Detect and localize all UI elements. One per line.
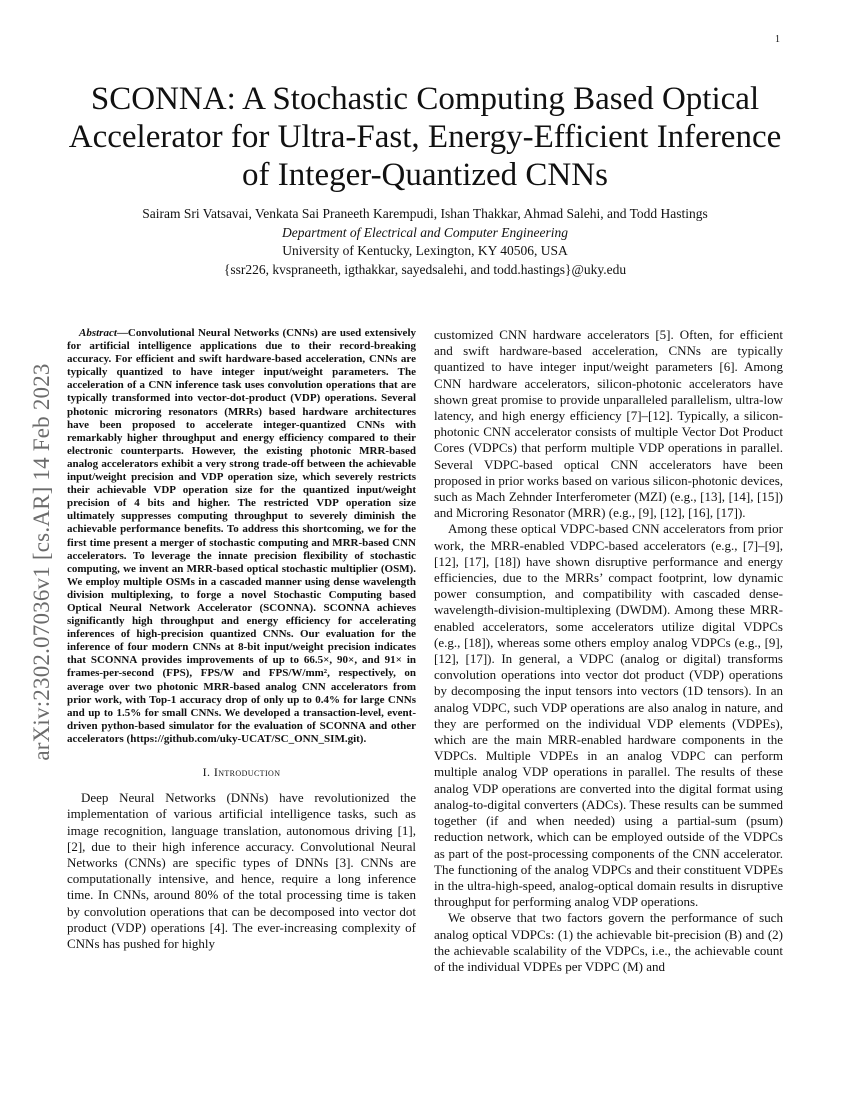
paper-title: SCONNA: A Stochastic Computing Based Optical Accelerator for Ultra-Fast, Energy-Efficient Inference of Integer-Quantized CNNs — [68, 81, 782, 193]
department: Department of Electrical and Computer Engineering — [281, 224, 569, 240]
author-names: Sairam Sri Vatsavai, Venkata Sai Praneeth Karempudi, Ishan Thakkar, Ahmad Salehi, and Todd Hastings — [142, 206, 708, 221]
left-column — [67, 327, 416, 952]
author-emails[interactable]: {ssr226, kvspraneeth, igthakkar, sayedsalehi, and todd.hastings}@uky.edu — [223, 261, 627, 277]
university: University of Kentucky, Lexington, KY 40506, USA — [282, 243, 568, 258]
page-number: 1 — [775, 34, 780, 45]
section-heading-introduction — [67, 764, 416, 780]
abstract-text: —Convolutional Neural Networks (CNNs) are used extensively for artificial intelligence applications due to their record-breaking accuracy. For efficient and swift hardware-based acceleration, CNNs are typically quantized to have integer input/weight parameters. The acceleration of a CNN inference task uses convolution operations that are typically transformed into vector-dot-product (VDP) operations. Several photonic microring resonators (MRRs) based hardware architectures have been proposed to accelerate integer-quantized CNNs with remarkably higher throughput and energy efficiency compared to their electronic counterparts. However, the existing photonic MRR-based analog accelerators exhibit a very strong trade-off between the achievable input/weight precision and VDP operation size, which severely restricts their achievable VDP operation size for the quantized input/weight precision of 4 bits and higher. The restricted VDP operation size ultimately suppresses computing throughput to severely diminish the achievable performance benefits. To address this shortcoming, we for the first time present a merger of stochastic computing and MRR-based CNN accelerators. To leverage the innate precision flexibility of stochastic computing, we invent an MRR-based optical stochastic multiplier (OSM). We employ multiple OSMs in a cascaded manner using dense wavelength division multiplexing, to forge a novel Stochastic Computing based Optical Neural Network Accelerator (SCONNA). SCONNA achieves significantly high throughput and energy efficiency for accelerating inferences of high-precision quantized CNNs. Our evaluation for the inference of four modern CNNs at 8-bit input/weight precision indicates that SCONNA provides improvements of up to 66.5×, 90×, and 91× in frames-per-second (FPS), FPS/W and FPS/W/mm², respectively, on average over two photonic MRR-based analog CNN accelerators from prior work, with Top-1 accuracy drop of only up to 0.4% for large CNNs and up to 1.5% for small CNNs. We developed a transaction-level, event-driven python-based simulator for the evaluation of SCONNA and other accelerators (https://github.com/uky-UCAT/SC_ONN_SIM.git). — [67, 327, 416, 745]
intro-paragraph-2: Among these optical VDPC-based CNN accelerators from prior work, the MRR-enabled VDPC-based accelerators (e.g., [7]–[9], [12], [17], [18]) have shown disruptive performance and energy efficiencies, due to the MRRs’ compact footprint, low dynamic power consumption, and compatibility with cascaded dense-wavelength-division-multiplexing (DWDM). Among these MRR-enabled accelerators, some accelerators utilize digital VDPCs (e.g., [18]), whereas some others employ analog VDPCs (e.g., [9], [12], [17]). In general, a VDPC (analog or digital) transforms convolution operations into vector dot product (VDP) operations by decomposing the input tensors into vectors (1D tensors). In an analog VDPC, such VDP operations are also analog in nature, and they are performed on the individual VDP elements (VDPEs), which are the main MRR-enabled hardware components in the VDPCs. Multiple VDPEs in an analog VDPC can perform multiple analog VDP operations in parallel. The results of these analog VDP operations are converted into the digital format using analog-to-digital converters (ADCs). These results can be summed together (if and when needed) using a partial-sum (psum) reduction network, which can be employed outside of the VDPCs as part of the post-processing components of the CNN accelerator. The functioning of the analog VDPCs and their constituent VDPEs in the ultra-high-speed, analog-optical domain results in disruptive throughput for performing analog VDP operations. — [434, 521, 783, 910]
intro-paragraph-3: We observe that two factors govern the performance of such analog optical VDPCs: (1) the achievable bit-precision (B) and (2) the achievable scalability of the VDPCs, i.e., the achievable count of the individual VDPEs per VDPC (M) and — [434, 910, 783, 974]
arxiv-sidebar — [8, 296, 76, 828]
intro-paragraph-1: Deep Neural Networks (DNNs) have revolutionized the implementation of various artificial intelligence tasks, such as image recognition, language translation, autonomous driving [1], [2], due to their high inference accuracy. Convolutional Neural Networks (CNNs) are specific types of DNNs [3]. CNNs are computationally intensive, and hence, require a long inference time. In CNNs, around 80% of the total processing time is taken by convolution operations that can be decomposed into vector dot product (VDP) operations [4]. The ever-increasing complexity of CNNs has pushed for highly — [67, 790, 416, 952]
arxiv-identifier[interactable]: arXiv:2302.07036v1 [cs.AR] 14 Feb 2023 — [29, 363, 54, 761]
abstract-label: Abstract — [79, 327, 117, 339]
section-title: Introduction — [213, 765, 281, 779]
right-column — [434, 327, 783, 975]
abstract — [67, 327, 416, 746]
author-block — [60, 205, 790, 279]
section-number: I. — [202, 765, 211, 779]
intro-paragraph-continued: customized CNN hardware accelerators [5]. Often, for efficient and swift hardware-based acceleration, CNNs are typically quantized to have integer input/weight parameters [6]. Among CNN hardware accelerators, silicon-photonic accelerators have shown great promise to provide unparalleled parallelism, ultra-low latency, and high energy efficiency [7]–[12]. Typically, a silicon-photonic CNN accelerator consists of multiple Vector Dot Product Cores (VDPCs) that perform multiple VDP operations in parallel. Several VDPC-based optical CNN accelerators have been proposed in prior works based on various silicon-photonic devices, such as Mach Zehnder Interferometer (MZI) (e.g., [13], [14], [15]) and Microring Resonator (MRR) (e.g., [9], [12], [16], [17]). — [434, 327, 783, 521]
